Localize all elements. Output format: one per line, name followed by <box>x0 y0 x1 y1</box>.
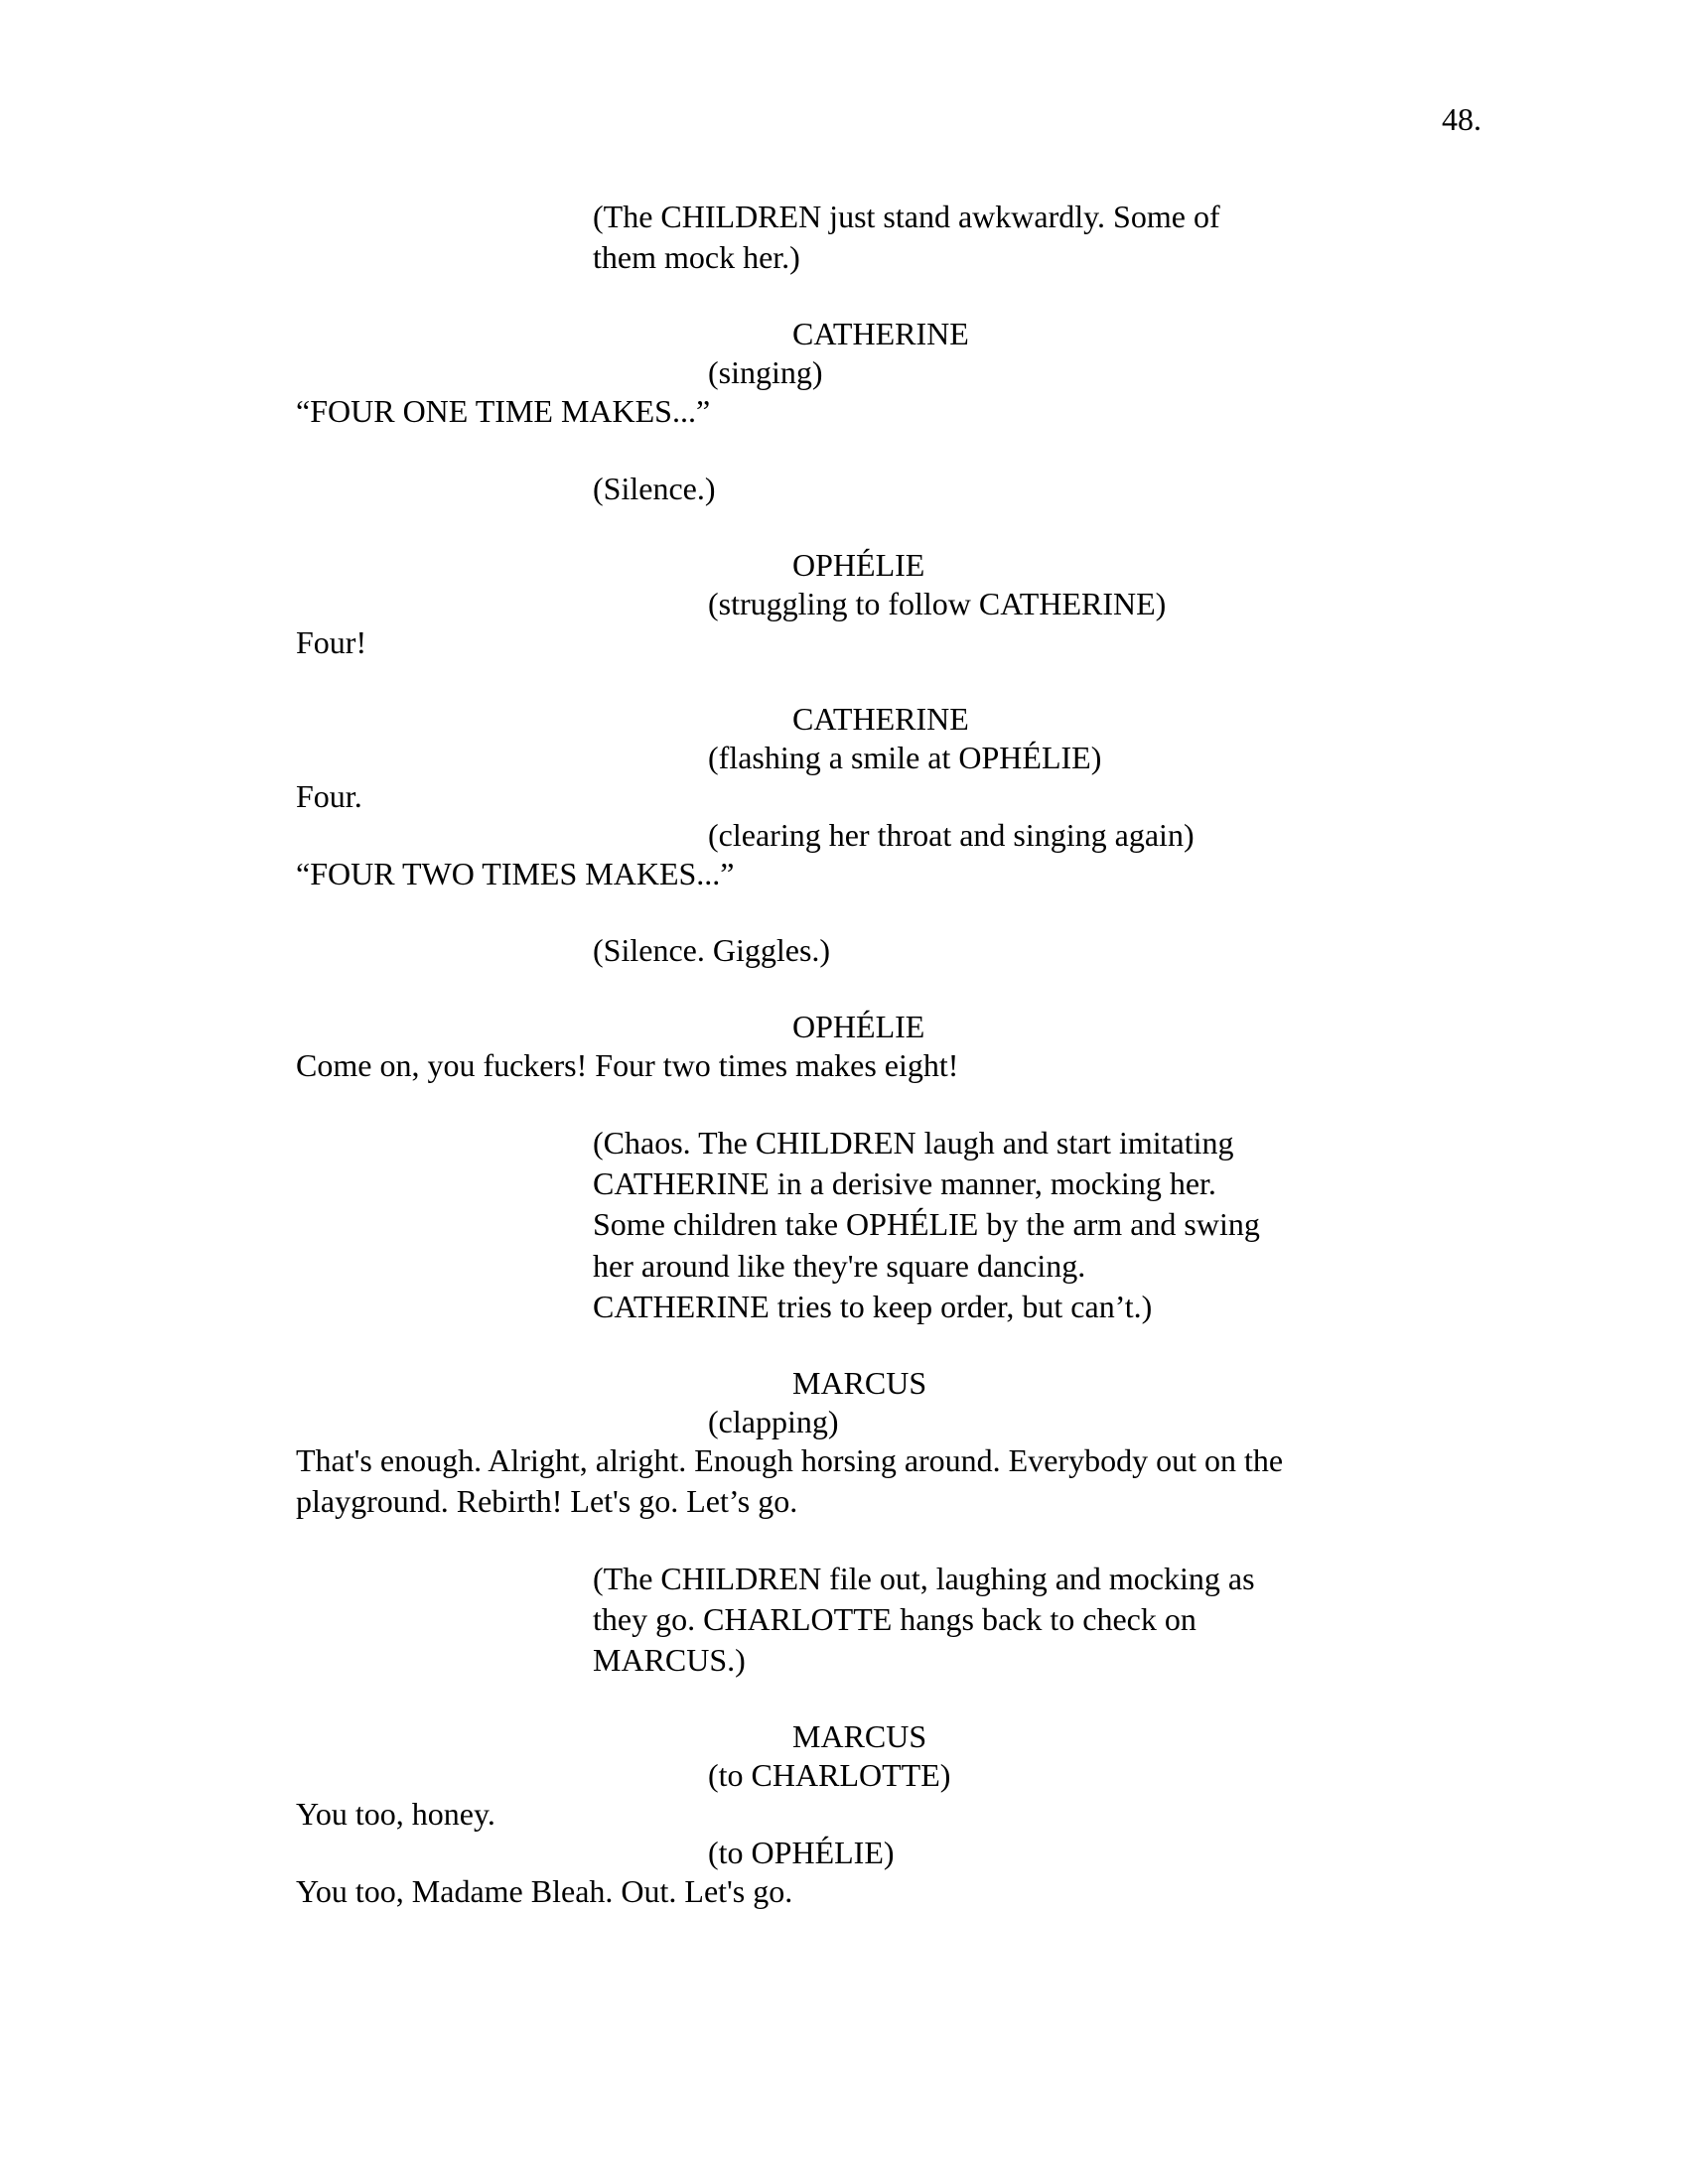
page-number: 48. <box>1442 101 1481 137</box>
dialogue-line: That's enough. Alright, alright. Enough horsing around. Everybody out on the <box>296 1442 1284 1478</box>
stage-direction-line: her around like they're square dancing. <box>593 1248 1086 1284</box>
stage-direction-line: them mock her.) <box>593 239 800 275</box>
stage-direction-line: (Chaos. The CHILDREN laugh and start imitating <box>593 1125 1234 1160</box>
dialogue-line: Four! <box>296 624 367 660</box>
parenthetical: (flashing a smile at OPHÉLIE) <box>708 740 1102 775</box>
parenthetical: (clapping) <box>708 1404 839 1439</box>
character-name: MARCUS <box>792 1365 927 1401</box>
stage-direction-line: (The CHILDREN file out, laughing and mocking as <box>593 1561 1255 1596</box>
dialogue-line: You too, Madame Bleah. Out. Let's go. <box>296 1873 793 1909</box>
parenthetical: (clearing her throat and singing again) <box>708 817 1195 853</box>
character-name: CATHERINE <box>792 701 969 737</box>
stage-direction-line: (Silence.) <box>593 471 716 506</box>
stage-direction-line: Some children take OPHÉLIE by the arm and swing <box>593 1206 1260 1242</box>
character-name: OPHÉLIE <box>792 547 925 583</box>
stage-direction-line: (Silence. Giggles.) <box>593 932 831 968</box>
stage-direction-line: CATHERINE tries to keep order, but can’t.) <box>593 1289 1153 1324</box>
character-name: OPHÉLIE <box>792 1009 925 1044</box>
dialogue-line: “FOUR ONE TIME MAKES...” <box>296 393 711 429</box>
parenthetical: (singing) <box>708 354 823 390</box>
stage-direction-line: (The CHILDREN just stand awkwardly. Some of <box>593 199 1220 234</box>
parenthetical: (struggling to follow CATHERINE) <box>708 586 1167 621</box>
dialogue-line: You too, honey. <box>296 1796 495 1832</box>
stage-direction-line: MARCUS.) <box>593 1642 746 1678</box>
dialogue-line: playground. Rebirth! Let's go. Let’s go. <box>296 1483 798 1519</box>
parenthetical: (to CHARLOTTE) <box>708 1757 951 1793</box>
dialogue-line: Come on, you fuckers! Four two times makes eight! <box>296 1047 959 1083</box>
parenthetical: (to OPHÉLIE) <box>708 1835 895 1870</box>
dialogue-line: Four. <box>296 778 362 814</box>
stage-direction-line: CATHERINE in a derisive manner, mocking her. <box>593 1165 1216 1201</box>
stage-direction-line: they go. CHARLOTTE hangs back to check on <box>593 1601 1196 1637</box>
character-name: MARCUS <box>792 1718 927 1754</box>
character-name: CATHERINE <box>792 316 969 351</box>
dialogue-line: “FOUR TWO TIMES MAKES...” <box>296 856 735 891</box>
